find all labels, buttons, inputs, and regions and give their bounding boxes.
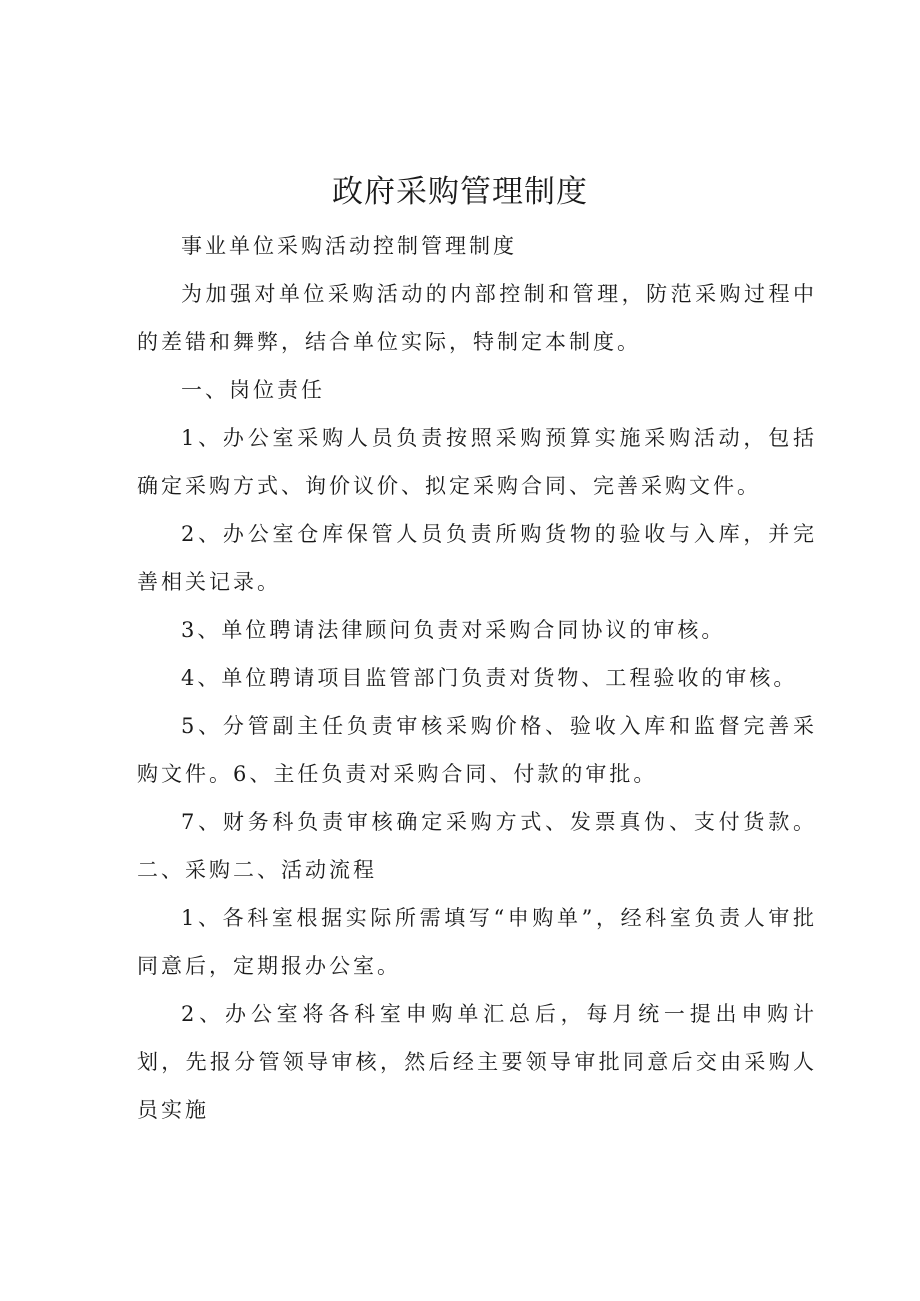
paragraph-process-1: 1、各科室根据实际所需填写“申购单”，经科室负责人审批同意后，定期报办公室。 bbox=[137, 906, 817, 978]
paragraph-item-7: 7、财务科负责审核确定采购方式、发票真伪、支付货款。二、采购二、活动流程 bbox=[137, 810, 817, 882]
paragraph-item-2: 2、办公室仓库保管人员负责所购货物的验收与入库，并完善相关记录。 bbox=[137, 522, 817, 594]
paragraph-subtitle: 事业单位采购活动控制管理制度 bbox=[181, 234, 517, 258]
paragraph-item-5-6: 5、分管副主任负责审核采购价格、验收入库和监督完善采购文件。6、主任负责对采购合同、付款的审批。 bbox=[137, 714, 817, 786]
document-body bbox=[137, 222, 817, 1134]
paragraph-process-2: 2、办公室将各科室申购单汇总后，每月统一提出申购计划，先报分管领导审核，然后经主要领导审批同意后交由采购人员实施 bbox=[137, 1002, 817, 1122]
paragraph-item-1: 1、办公室采购人员负责按照采购预算实施采购活动，包括确定采购方式、询价议价、拟定采购合同、完善采购文件。 bbox=[137, 426, 817, 498]
paragraph-item-3: 3、单位聘请法律顾问负责对采购合同协议的审核。 bbox=[181, 618, 726, 642]
section-heading-responsibilities: 一、岗位责任 bbox=[181, 378, 325, 402]
paragraph-intro: 为加强对单位采购活动的内部控制和管理，防范采购过程中的差错和舞弊，结合单位实际，特制定本制度。 bbox=[137, 282, 817, 354]
paragraph-item-4: 4、单位聘请项目监管部门负责对货物、工程验收的审核。 bbox=[181, 666, 798, 690]
document-title: 政府采购管理制度 bbox=[332, 174, 588, 210]
